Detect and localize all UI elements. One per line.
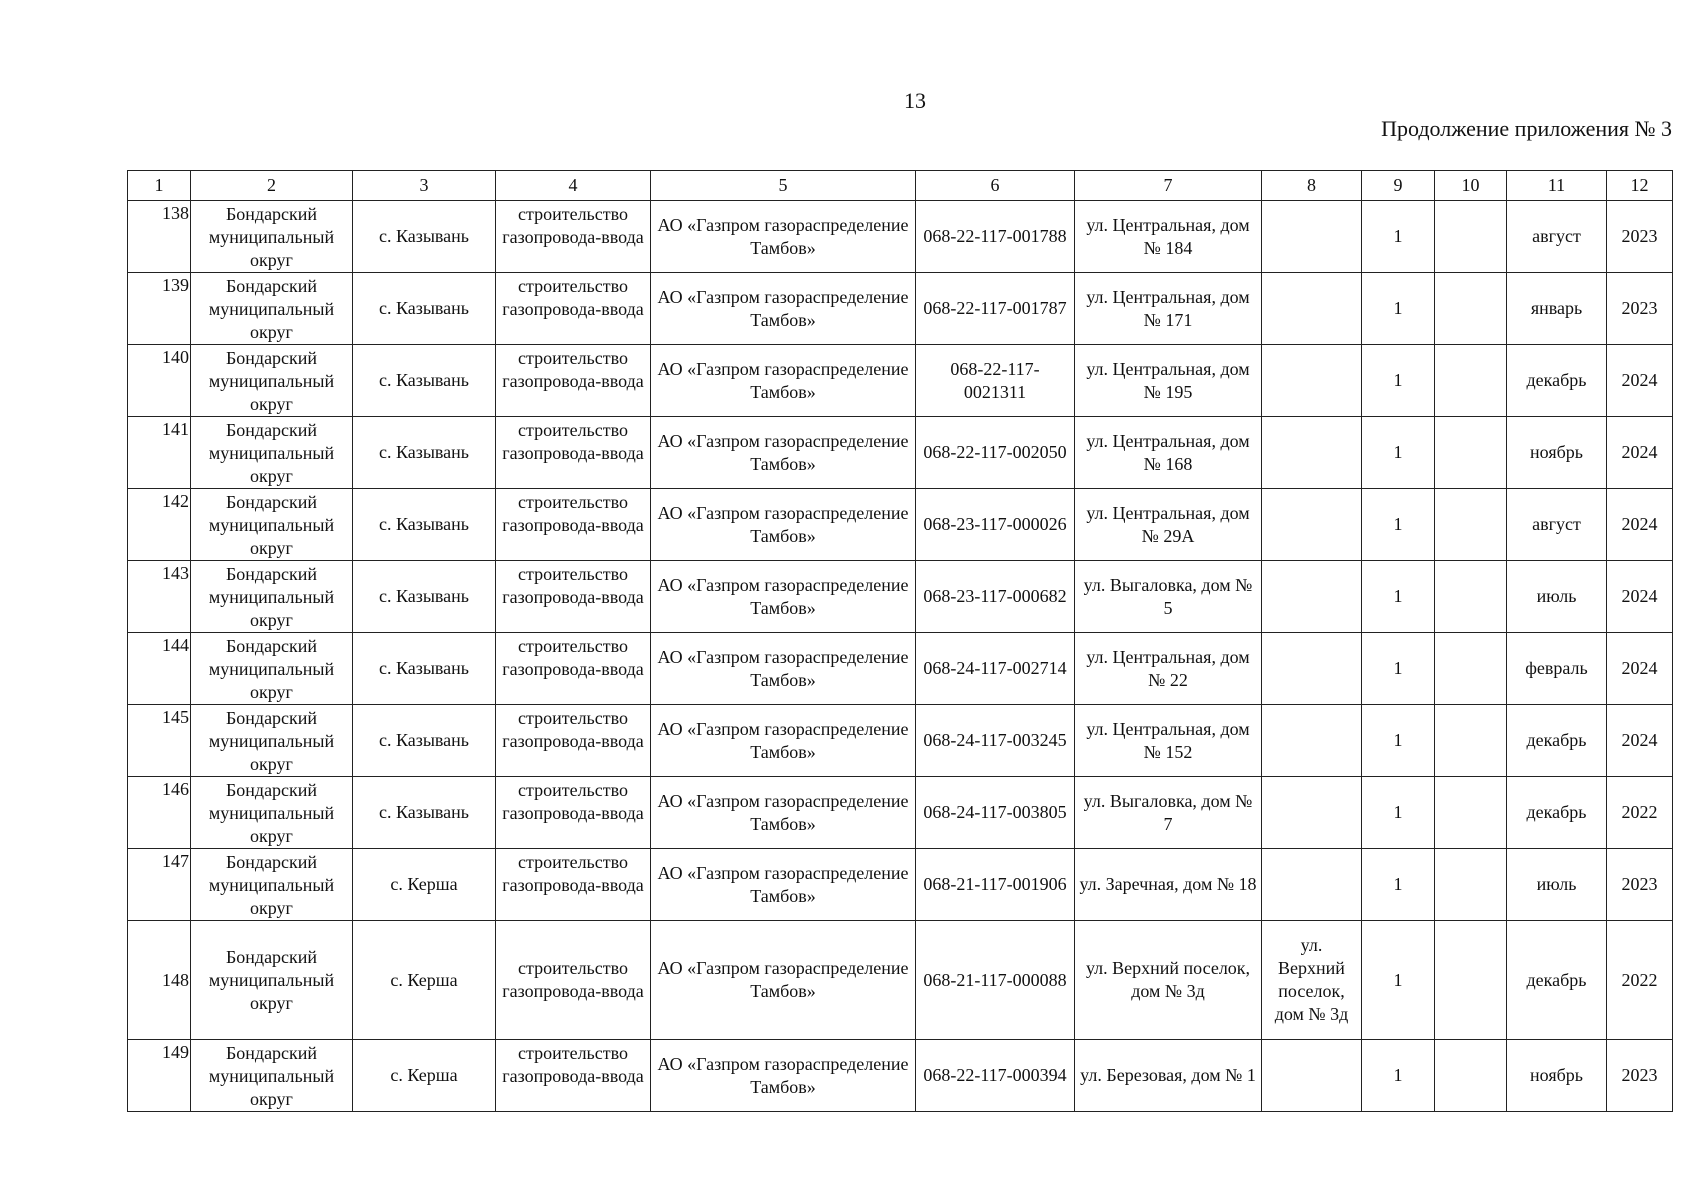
column-10-cell (1435, 633, 1507, 705)
table-row (128, 777, 1673, 849)
work-type-cell: строительство газопровода-ввода (496, 849, 651, 921)
address-cell: ул. Центральная, дом № 171 (1075, 273, 1262, 345)
table-row (128, 633, 1673, 705)
month-cell: февраль (1507, 633, 1607, 705)
work-type-cell: строительство газопровода-ввода (496, 489, 651, 561)
address-cell: ул. Центральная, дом № 168 (1075, 417, 1262, 489)
district-cell: Бондарский муниципальный округ (191, 345, 353, 417)
village-cell: с. Казывань (353, 489, 496, 561)
organization-cell: АО «Газпром газораспределение Тамбов» (651, 201, 916, 273)
month-cell: август (1507, 489, 1607, 561)
column-header: 6 (916, 171, 1075, 201)
column-8-cell (1262, 849, 1362, 921)
column-8-cell (1262, 561, 1362, 633)
table-body (128, 201, 1673, 1112)
table-row (128, 489, 1673, 561)
village-cell: с. Казывань (353, 561, 496, 633)
work-type-cell: строительство газопровода-ввода (496, 417, 651, 489)
village-cell: с. Казывань (353, 705, 496, 777)
column-8-cell (1262, 417, 1362, 489)
month-cell: декабрь (1507, 921, 1607, 1040)
month-cell: декабрь (1507, 345, 1607, 417)
count-cell: 1 (1362, 273, 1435, 345)
row-number-cell: 148 (128, 921, 191, 1040)
column-8-cell (1262, 201, 1362, 273)
village-cell: с. Казывань (353, 417, 496, 489)
count-cell: 1 (1362, 849, 1435, 921)
row-number-cell: 143 (128, 561, 191, 633)
table-row (128, 273, 1673, 345)
row-number-cell: 141 (128, 417, 191, 489)
row-number-cell: 145 (128, 705, 191, 777)
year-cell: 2024 (1607, 417, 1673, 489)
column-header: 12 (1607, 171, 1673, 201)
column-10-cell (1435, 417, 1507, 489)
column-header: 3 (353, 171, 496, 201)
header-row (128, 171, 1673, 201)
district-cell: Бондарский муниципальный округ (191, 201, 353, 273)
table-row (128, 705, 1673, 777)
address-cell: ул. Заречная, дом № 18 (1075, 849, 1262, 921)
table-row (128, 201, 1673, 273)
year-cell: 2023 (1607, 849, 1673, 921)
count-cell: 1 (1362, 345, 1435, 417)
column-10-cell (1435, 273, 1507, 345)
column-10-cell (1435, 1040, 1507, 1112)
year-cell: 2022 (1607, 921, 1673, 1040)
organization-cell: АО «Газпром газораспределение Тамбов» (651, 777, 916, 849)
count-cell: 1 (1362, 489, 1435, 561)
column-header: 7 (1075, 171, 1262, 201)
work-type-cell: строительство газопровода-ввода (496, 633, 651, 705)
count-cell: 1 (1362, 777, 1435, 849)
row-number-cell: 149 (128, 1040, 191, 1112)
year-cell: 2024 (1607, 345, 1673, 417)
count-cell: 1 (1362, 417, 1435, 489)
organization-cell: АО «Газпром газораспределение Тамбов» (651, 705, 916, 777)
work-type-cell: строительство газопровода-ввода (496, 273, 651, 345)
year-cell: 2024 (1607, 561, 1673, 633)
column-header: 11 (1507, 171, 1607, 201)
address-cell: ул. Верхний поселок, дом № 3д (1075, 921, 1262, 1040)
row-number-cell: 146 (128, 777, 191, 849)
column-8-cell (1262, 345, 1362, 417)
month-cell: август (1507, 201, 1607, 273)
organization-cell: АО «Газпром газораспределение Тамбов» (651, 489, 916, 561)
table-row (128, 1040, 1673, 1112)
column-header: 4 (496, 171, 651, 201)
district-cell: Бондарский муниципальный округ (191, 489, 353, 561)
count-cell: 1 (1362, 201, 1435, 273)
village-cell: с. Керша (353, 1040, 496, 1112)
row-number-cell: 144 (128, 633, 191, 705)
row-number-cell: 139 (128, 273, 191, 345)
address-cell: ул. Центральная, дом № 152 (1075, 705, 1262, 777)
count-cell: 1 (1362, 633, 1435, 705)
organization-cell: АО «Газпром газораспределение Тамбов» (651, 849, 916, 921)
table-row (128, 849, 1673, 921)
village-cell: с. Казывань (353, 633, 496, 705)
village-cell: с. Керша (353, 921, 496, 1040)
month-cell: декабрь (1507, 777, 1607, 849)
month-cell: июль (1507, 849, 1607, 921)
work-type-cell: строительство газопровода-ввода (496, 1040, 651, 1112)
work-type-cell: строительство газопровода-ввода (496, 345, 651, 417)
count-cell: 1 (1362, 1040, 1435, 1112)
column-10-cell (1435, 921, 1507, 1040)
column-header: 5 (651, 171, 916, 201)
work-type-cell: строительство газопровода-ввода (496, 921, 651, 1040)
column-10-cell (1435, 777, 1507, 849)
district-cell: Бондарский муниципальный округ (191, 1040, 353, 1112)
district-cell: Бондарский муниципальный округ (191, 849, 353, 921)
month-cell: июль (1507, 561, 1607, 633)
work-type-cell: строительство газопровода-ввода (496, 777, 651, 849)
year-cell: 2024 (1607, 633, 1673, 705)
village-cell: с. Керша (353, 849, 496, 921)
address-cell: ул. Центральная, дом № 195 (1075, 345, 1262, 417)
column-10-cell (1435, 561, 1507, 633)
work-type-cell: строительство газопровода-ввода (496, 705, 651, 777)
count-cell: 1 (1362, 921, 1435, 1040)
row-number-cell: 147 (128, 849, 191, 921)
column-10-cell (1435, 705, 1507, 777)
column-8-cell (1262, 1040, 1362, 1112)
organization-cell: АО «Газпром газораспределение Тамбов» (651, 345, 916, 417)
year-cell: 2023 (1607, 1040, 1673, 1112)
work-type-cell: строительство газопровода-ввода (496, 201, 651, 273)
month-cell: ноябрь (1507, 417, 1607, 489)
column-header: 1 (128, 171, 191, 201)
column-10-cell (1435, 345, 1507, 417)
organization-cell: АО «Газпром газораспределение Тамбов» (651, 273, 916, 345)
address-cell: ул. Центральная, дом № 184 (1075, 201, 1262, 273)
application-code-cell: 068-22-117-001788 (916, 201, 1075, 273)
column-header: 2 (191, 171, 353, 201)
column-10-cell (1435, 489, 1507, 561)
district-cell: Бондарский муниципальный округ (191, 921, 353, 1040)
column-8-cell (1262, 489, 1362, 561)
address-cell: ул. Центральная, дом № 22 (1075, 633, 1262, 705)
year-cell: 2024 (1607, 705, 1673, 777)
month-cell: январь (1507, 273, 1607, 345)
address-cell: ул. Выгаловка, дом № 5 (1075, 561, 1262, 633)
column-header: 8 (1262, 171, 1362, 201)
organization-cell: АО «Газпром газораспределение Тамбов» (651, 1040, 916, 1112)
application-code-cell: 068-21-117-000088 (916, 921, 1075, 1040)
district-cell: Бондарский муниципальный округ (191, 417, 353, 489)
district-cell: Бондарский муниципальный округ (191, 705, 353, 777)
organization-cell: АО «Газпром газораспределение Тамбов» (651, 417, 916, 489)
table-row (128, 417, 1673, 489)
month-cell: ноябрь (1507, 1040, 1607, 1112)
column-10-cell (1435, 201, 1507, 273)
work-type-cell: строительство газопровода-ввода (496, 561, 651, 633)
application-code-cell: 068-24-117-003805 (916, 777, 1075, 849)
column-header: 10 (1435, 171, 1507, 201)
organization-cell: АО «Газпром газораспределение Тамбов» (651, 561, 916, 633)
row-number-cell: 140 (128, 345, 191, 417)
column-8-cell (1262, 633, 1362, 705)
row-number-cell: 142 (128, 489, 191, 561)
application-code-cell: 068-22-117-000394 (916, 1040, 1075, 1112)
year-cell: 2024 (1607, 489, 1673, 561)
application-code-cell: 068-23-117-000682 (916, 561, 1075, 633)
continuation-label: Продолжение приложения № 3 (1381, 116, 1672, 141)
count-cell: 1 (1362, 561, 1435, 633)
table-row (128, 345, 1673, 417)
year-cell: 2022 (1607, 777, 1673, 849)
count-cell: 1 (1362, 705, 1435, 777)
table-row (128, 561, 1673, 633)
column-8-cell (1262, 777, 1362, 849)
application-code-cell: 068-22-117-002050 (916, 417, 1075, 489)
appendix-table (127, 170, 1673, 1112)
month-cell: декабрь (1507, 705, 1607, 777)
district-cell: Бондарский муниципальный округ (191, 633, 353, 705)
village-cell: с. Казывань (353, 777, 496, 849)
district-cell: Бондарский муниципальный округ (191, 561, 353, 633)
application-code-cell: 068-23-117-000026 (916, 489, 1075, 561)
column-8-cell (1262, 705, 1362, 777)
application-code-cell: 068-22-117-001787 (916, 273, 1075, 345)
application-code-cell: 068-21-117-001906 (916, 849, 1075, 921)
year-cell: 2023 (1607, 273, 1673, 345)
application-code-cell: 068-24-117-003245 (916, 705, 1075, 777)
organization-cell: АО «Газпром газораспределение Тамбов» (651, 633, 916, 705)
village-cell: с. Казывань (353, 201, 496, 273)
application-code-cell: 068-24-117-002714 (916, 633, 1075, 705)
row-number-cell: 138 (128, 201, 191, 273)
address-cell: ул. Березовая, дом № 1 (1075, 1040, 1262, 1112)
page-number: 13 (904, 88, 926, 113)
column-8-cell: ул. Верхний поселок, дом № 3д (1262, 921, 1362, 1040)
village-cell: с. Казывань (353, 345, 496, 417)
application-code-cell: 068-22-117-0021311 (916, 345, 1075, 417)
village-cell: с. Казывань (353, 273, 496, 345)
address-cell: ул. Выгаловка, дом № 7 (1075, 777, 1262, 849)
column-10-cell (1435, 849, 1507, 921)
address-cell: ул. Центральная, дом № 29А (1075, 489, 1262, 561)
district-cell: Бондарский муниципальный округ (191, 777, 353, 849)
column-8-cell (1262, 273, 1362, 345)
column-header: 9 (1362, 171, 1435, 201)
table-row (128, 921, 1673, 1040)
district-cell: Бондарский муниципальный округ (191, 273, 353, 345)
year-cell: 2023 (1607, 201, 1673, 273)
organization-cell: АО «Газпром газораспределение Тамбов» (651, 921, 916, 1040)
